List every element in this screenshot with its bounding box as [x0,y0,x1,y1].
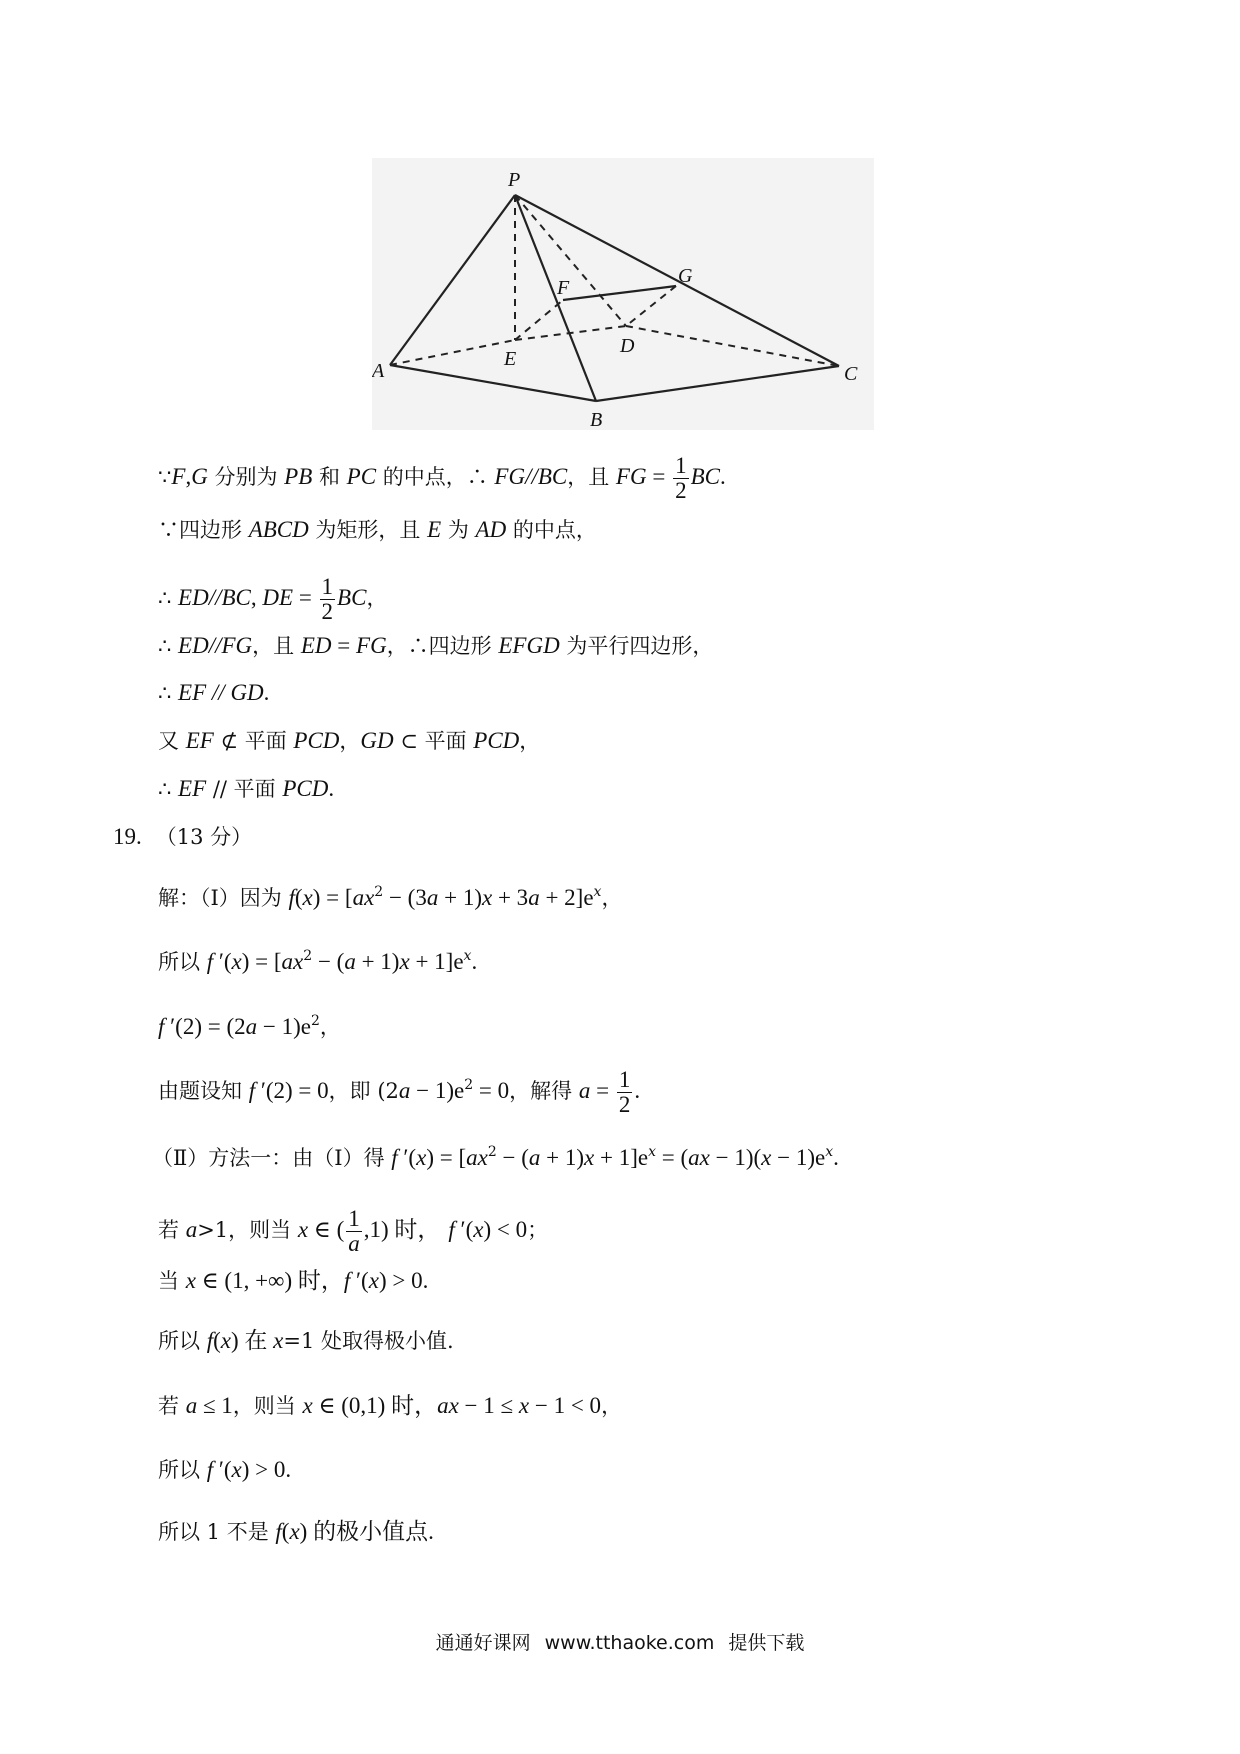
line-fg-midpoints: ∵F,G 分别为 PB 和 PC 的中点，∴ FG//BC，且 FG = $\frac{1}{2}$ BC. [158,453,726,503]
pyramid-figure [372,158,874,430]
figure-background [372,158,874,430]
line-not-minimum: 所以 1 不是 f(x) 的极小值点. [158,1519,434,1544]
label-C: C [844,363,858,385]
label-A: A [372,360,385,382]
footer-url[interactable]: www.tthaoke.com [544,1632,715,1654]
line-fx-definition: 解：（Ⅰ）因为 $f(x) = [ax^2 - (3a + 1)x + 3a + 2]e^x$， [158,884,623,910]
line-rectangle: ∵四边形 ABCD 为矩形，且 E 为 AD 的中点， [158,517,597,542]
label-B: B [590,409,603,430]
line-case-a-le-1: 若 a ≤ 1，则当 x ∈ (0,1) 时，ax − 1 ≤ x − 1 < 0， [158,1393,623,1418]
line-method-one: （Ⅱ）方法一：由（Ⅰ）得 f $'(x) = [ax^2 - (a + 1)x + 1]e^x = (ax - 1)(x - 1)e^x$. [152,1144,839,1170]
line-minimum: 所以 f(x) 在 x=1 处取得极小值. [158,1328,454,1353]
line-case-a-gt-1: 若 a>1，则当 x ∈ ( $\frac{1}{a}$ ,1) 时， f ′(x) < 0； [158,1206,549,1256]
footer-suffix: 提供下载 [728,1632,805,1654]
line-derivative-positive: 所以 f ′(x) > 0. [158,1457,292,1482]
page-footer [0,1628,1240,1655]
label-G: G [678,265,693,287]
footer-site-name: 通通好课网 [435,1632,531,1654]
label-D: D [620,335,635,357]
line-conclusion: ∴ EF // 平面 PCD. [158,776,335,801]
line-parallelogram: ∴ ED//FG，且 ED = FG，∴四边形 EFGD 为平行四边形， [158,633,714,658]
line-ef-gd: ∴ EF // GD. [158,680,270,705]
fraction: $\frac{1}{a}$ [348,1206,360,1256]
question-19-header: 19. （13 分） [113,824,253,849]
fraction: $\frac{1}{2}$ [321,574,334,624]
line-derivative-at-2: f $'(2) = (2a - 1)e^2$， [158,1013,341,1039]
fraction: $\frac{1}{2}$ [618,1067,631,1117]
line-plane-condition: 又 EF ⊄ 平面 PCD，GD ⊂ 平面 PCD， [158,728,541,753]
label-E: E [504,348,517,370]
line-solve-a: 由题设知 f ′(2) = 0，即 $(2a - 1)e^2 = 0$，解得 a = $\frac{1}{2}$ . [158,1067,641,1117]
label-F: F [557,277,570,299]
line-ed-parallel: ∴ ED//BC, DE = $\frac{1}{2}$ BC， [158,574,388,624]
fraction: $\frac{1}{2}$ [675,453,687,503]
line-derivative: 所以 f $'(x) = [ax^2 - (a + 1)x + 1]e^x$. [158,948,478,974]
line-case-x-gt-1: 当 x ∈ (1, +∞) 时，f ′(x) > 0. [158,1268,429,1293]
label-P: P [508,169,521,191]
